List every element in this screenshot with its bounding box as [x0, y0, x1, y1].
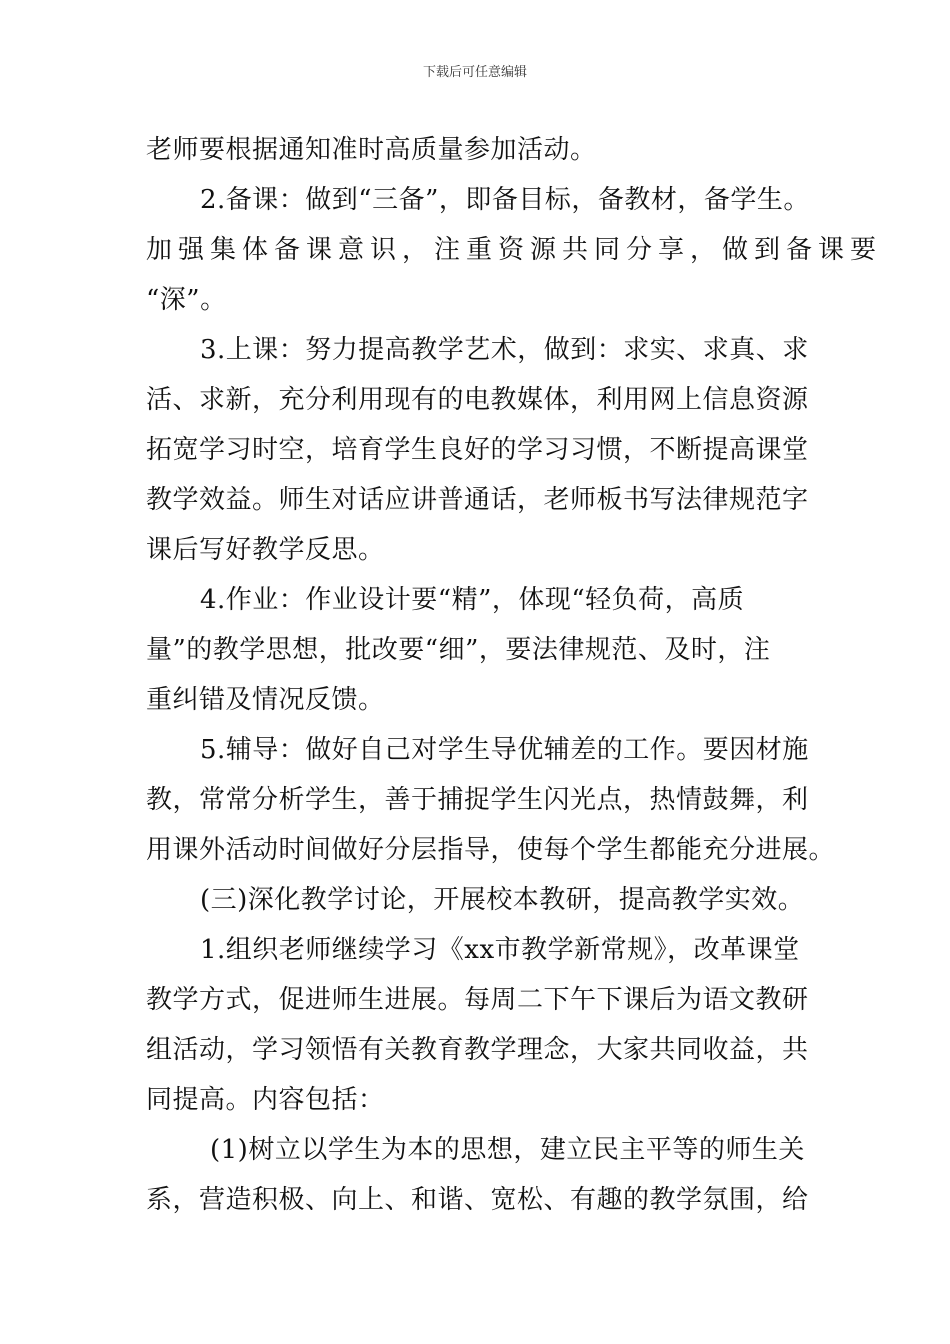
text-line: 课后写好教学反思。	[146, 535, 385, 565]
text-line: 用课外活动时间做好分层指导，使每个学生都能充分进展。	[146, 835, 836, 865]
text-line: 活、求新，充分利用现有的电教媒体，利用网上信息资源	[146, 385, 809, 415]
text-line: 系，营造积极、向上、和谐、宽松、有趣的教学氛围，给	[146, 1185, 809, 1215]
text-line: 5.辅导：做好自己对学生导优辅差的工作。要因材施	[200, 735, 809, 765]
text-line: 教学效益。师生对话应讲普通话，老师板书写法律规范字	[146, 485, 809, 515]
text-line: 加强集体备课意识，注重资源共同分享，做到备课要	[146, 235, 883, 265]
text-line: 拓宽学习时空，培育学生良好的学习习惯，不断提高课堂	[146, 435, 809, 465]
page-header-note: 下载后可任意编辑	[422, 65, 527, 80]
text-line: 组活动，学习领悟有关教育教学理念，大家共同收益，共	[146, 1035, 809, 1065]
text-line: 4.作业：作业设计要“精”，体现“轻负荷，高质	[200, 585, 745, 615]
text-line: (三)深化教学讨论，开展校本教研，提高教学实效。	[200, 885, 805, 915]
text-line: 1.组织老师继续学习《xx市教学新常规》，改革课堂	[200, 935, 800, 965]
text-line: 教学方式，促进师生进展。每周二下午下课后为语文教研	[146, 985, 809, 1015]
text-line: 量”的教学思想，批改要“细”，要法律规范、及时，注	[146, 635, 771, 665]
text-line: “深”。	[146, 285, 227, 315]
text-line: 老师要根据通知准时高质量参加活动。	[146, 135, 597, 165]
text-line: 重纠错及情况反馈。	[146, 685, 385, 715]
text-line: 同提高。内容包括：	[146, 1085, 385, 1115]
text-line: (1)树立以学生为本的思想，建立民主平等的师生关	[210, 1135, 805, 1165]
text-line: 教，常常分析学生，善于捕捉学生闪光点，热情鼓舞，利	[146, 785, 809, 815]
document-body	[146, 130, 883, 1230]
text-line: 2.备课：做到“三备”，即备目标，备教材，备学生。	[200, 185, 810, 215]
text-line: 3.上课：努力提高教学艺术，做到：求实、求真、求	[200, 335, 809, 365]
